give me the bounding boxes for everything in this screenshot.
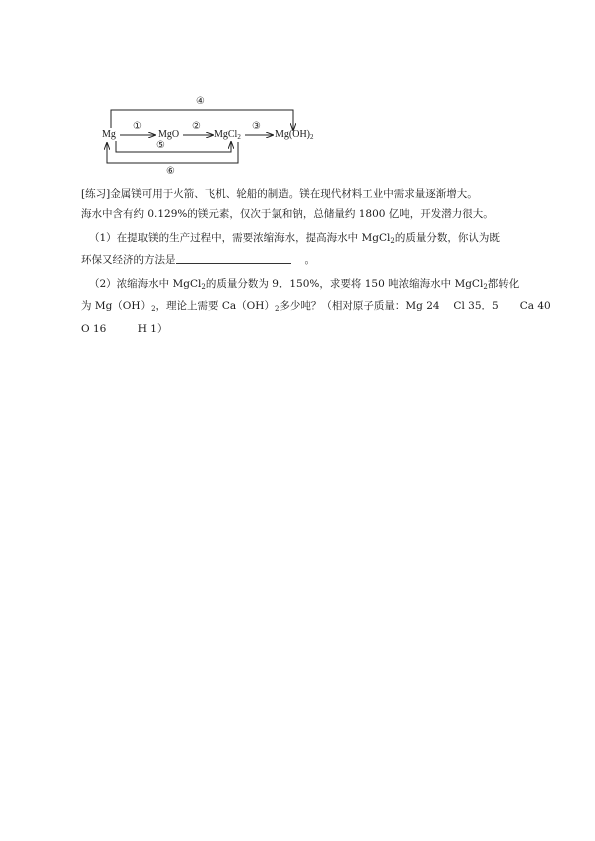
q1-text-b: 的质量分数，你认为既 (394, 232, 500, 244)
q2-text-c: 都转化 (487, 278, 520, 290)
q2-line2-sub-1: 2 (151, 305, 156, 313)
q2-sub-2: 2 (483, 283, 488, 291)
step-label-5: ⑤ (156, 140, 165, 151)
species-mgcl2-sub: 2 (237, 133, 241, 141)
answer-blank[interactable] (176, 253, 291, 264)
species-mgo: MgO (158, 129, 180, 140)
q1-text-a: （1）在提取镁的生产过程中，需要浓缩海水，提高海水中 MgCl (89, 232, 391, 244)
question-1-line-1 (89, 229, 539, 250)
q2-text-b: 的质量分数为 9．150%，求要将 150 吨浓缩海水中 MgCl (205, 278, 484, 290)
q2-line2-text-c: 多少吨？（相对原子质量：Mg 24 Cl 35．5 Ca 40 (279, 300, 551, 312)
question-1-line-2 (81, 251, 531, 269)
step-label-2: ② (192, 121, 201, 132)
q1-sub: 2 (390, 237, 395, 245)
exercise-intro-line-1: [练习]金属镁可用于火箭、飞机、轮船的制造。镁在现代材料工业中需求量逐渐增大。 (81, 188, 478, 200)
arrow-step-5 (116, 141, 231, 152)
question-2-line-3: O 16 H 1） (81, 323, 168, 335)
q2-line2-sub-2: 2 (274, 305, 280, 313)
question-2-line-1 (89, 275, 539, 296)
q1-line2-end: 。 (304, 254, 315, 266)
q1-line2-text: 环保又经济的方法是 (81, 254, 176, 266)
species-mgcl2 (214, 129, 241, 141)
question-2-line-2 (81, 297, 551, 318)
q2-line2-text-b: ，理论上需要 Ca（OH） (155, 300, 275, 312)
step-label-4: ④ (196, 96, 205, 107)
step-label-3: ③ (252, 121, 261, 132)
species-mgoh2-sub: 2 (310, 133, 314, 141)
reaction-diagram (100, 92, 330, 188)
species-mgoh2 (275, 129, 314, 141)
exercise-intro-line-2: 海水中含有约 0.129%的镁元素，仅次于氯和钠，总储量约 1800 亿吨，开发潜力很大。 (81, 208, 494, 220)
q2-text-a: （2）浓缩海水中 MgCl (89, 278, 202, 290)
species-mgoh2-base: Mg(OH) (275, 129, 310, 140)
q2-sub-1: 2 (201, 283, 206, 291)
step-label-1: ① (133, 121, 142, 132)
species-mg: Mg (102, 129, 116, 140)
species-mgcl2-base: MgCl (214, 129, 238, 140)
q2-line2-text-a: 为 Mg（OH） (81, 300, 152, 312)
step-label-6: ⑥ (166, 166, 175, 177)
